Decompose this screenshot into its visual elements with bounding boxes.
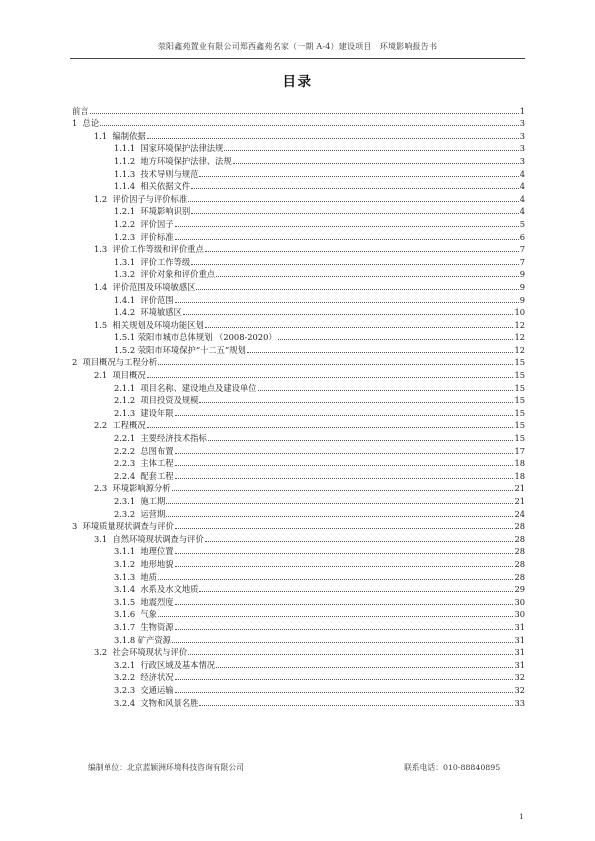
toc-entry-label: 1.1 编制依据 [94, 130, 146, 141]
toc-entry[interactable] [72, 317, 525, 330]
toc-entry-page: 3 [519, 155, 525, 166]
dot-leader [166, 516, 513, 517]
toc-entry-label: 1.1.4 相关依据文件 [114, 181, 191, 192]
toc-entry[interactable] [72, 153, 525, 166]
toc-entry-label: 3.1.7 生物资源 [114, 621, 174, 632]
toc-entry-page: 1 [519, 105, 525, 116]
dot-leader [216, 667, 513, 668]
toc-entry[interactable] [72, 582, 525, 595]
toc-entry[interactable] [72, 191, 525, 204]
toc-entry-page: 12 [514, 344, 525, 355]
toc-entry-label: 2.3 环境影响源分析 [94, 483, 171, 494]
dot-leader [175, 478, 514, 479]
toc-entry-label: 2.2.4 配套工程 [114, 470, 174, 481]
toc-entry[interactable] [72, 204, 525, 217]
header-rule [70, 58, 525, 59]
toc-entry[interactable] [72, 531, 525, 544]
toc-entry-page: 9 [519, 269, 525, 280]
dot-leader [208, 440, 514, 441]
dot-leader [90, 113, 519, 114]
toc-entry-page: 28 [514, 546, 525, 557]
dot-leader [175, 629, 514, 630]
toc-entry-label: 3.1.6 气象 [114, 609, 157, 620]
toc-entry-label: 1.5 相关规划及环境功能区划 [94, 319, 204, 330]
toc-entry-page: 3 [519, 118, 525, 129]
toc-entry-page: 12 [514, 332, 525, 343]
toc-entry-label: 2.2.3 主体工程 [114, 458, 174, 469]
toc-entry-page: 29 [514, 584, 525, 595]
toc-entry-page: 4 [519, 206, 525, 217]
dot-leader [247, 352, 514, 353]
toc-entry[interactable] [72, 443, 525, 456]
dot-leader [175, 692, 514, 693]
toc-entry-label: 2.3.1 施工期 [114, 496, 166, 506]
toc-entry[interactable] [72, 430, 525, 443]
toc-entry-page: 15 [514, 357, 525, 368]
dot-leader [158, 579, 513, 580]
toc-entry[interactable] [72, 632, 525, 645]
toc-entry-page: 15 [514, 395, 525, 406]
toc-entry[interactable] [72, 128, 525, 141]
toc-entry-label: 3.1.2 地形地貌 [114, 558, 174, 569]
toc-entry[interactable] [72, 141, 525, 154]
toc-entry-label: 2.1.1 项目名称、建设地点及建设单位 [114, 382, 257, 393]
toc-entry-page: 31 [514, 647, 525, 658]
toc-entry[interactable] [72, 619, 525, 632]
toc-entry[interactable] [72, 519, 525, 532]
dot-leader [147, 138, 519, 139]
dot-leader [191, 264, 519, 265]
toc-entry-page: 31 [514, 659, 525, 670]
toc-entry[interactable] [72, 468, 525, 481]
toc-entry-label: 1.5.1 荥阳市城市总体规划 （2008-2020） [114, 332, 277, 343]
toc-entry[interactable] [72, 292, 525, 305]
toc-entry-label: 1.1.1 国家环境保护法律法规 [114, 143, 224, 154]
toc-entry-page: 6 [519, 231, 525, 242]
toc-entry[interactable] [72, 342, 525, 355]
toc-entry-page: 32 [514, 672, 525, 683]
toc-entry[interactable] [72, 179, 525, 192]
toc-entry-label: 3.2.3 交通运输 [114, 684, 174, 695]
toc-entry[interactable] [72, 242, 525, 255]
toc-entry-label: 1.2.1 环境影响识别 [114, 206, 191, 217]
toc-entry[interactable] [72, 657, 525, 670]
toc-entry-label: 1.4 评价范围及环境敏感区 [94, 281, 196, 292]
dot-leader [199, 402, 513, 403]
toc-entry[interactable] [72, 380, 525, 393]
toc-entry-label: 3.1 自然环境现状调查与评价 [94, 533, 204, 544]
toc-entry[interactable] [72, 367, 525, 380]
toc-entry[interactable] [72, 481, 525, 494]
dot-leader [175, 679, 514, 680]
toc-entry[interactable] [72, 493, 525, 506]
toc-entry-page: 3 [519, 130, 525, 141]
dot-leader [183, 314, 514, 315]
toc-entry-label: 2.1.2 项目投资及规模 [114, 395, 199, 406]
dot-leader [175, 465, 514, 466]
toc-entry-page: 31 [514, 621, 525, 632]
dot-leader [199, 176, 518, 177]
table-of-contents [72, 103, 525, 708]
toc-entry-page: 5 [519, 218, 525, 229]
toc-entry[interactable] [72, 216, 525, 229]
toc-entry[interactable] [72, 569, 525, 582]
toc-entry-label: 2 项目概况与工程分析 [72, 357, 158, 368]
dot-leader [196, 289, 518, 290]
dot-leader [205, 327, 514, 328]
dot-leader [278, 339, 514, 340]
dot-leader [175, 528, 514, 529]
toc-entry-page: 9 [519, 294, 525, 305]
toc-entry-label: 3.2.1 行政区域及基本情况 [114, 659, 216, 670]
toc-entry[interactable] [72, 544, 525, 557]
toc-entry[interactable] [72, 355, 525, 368]
toc-entry-page: 33 [514, 697, 525, 708]
toc-entry-label: 1.2 评价因子与评价标准 [94, 193, 188, 204]
dot-leader [188, 654, 513, 655]
toc-entry-label: 1.2.2 评价因子 [114, 218, 174, 229]
toc-entry-page: 7 [519, 244, 525, 255]
dot-leader [199, 591, 513, 592]
toc-entry-label: 1.5.2 荥阳市环境保护“十二五”规划 [114, 344, 246, 355]
toc-entry[interactable] [72, 393, 525, 406]
dot-leader [175, 566, 514, 567]
toc-entry-page: 10 [514, 307, 525, 318]
toc-entry-label: 3.1.3 地质 [114, 571, 157, 582]
toc-entry-label: 1 总论 [72, 118, 100, 129]
toc-entry[interactable] [72, 418, 525, 431]
toc-entry-label: 3.1.8 矿产资源 [114, 634, 171, 645]
toc-entry-page: 28 [514, 533, 525, 544]
toc-entry-label: 2.2 工程概况 [94, 420, 146, 431]
dot-leader [191, 213, 519, 214]
toc-entry[interactable] [72, 166, 525, 179]
footer-phone: 联系电话：010-88840895 [404, 763, 501, 772]
toc-entry-page: 9 [519, 281, 525, 292]
toc-entry-page: 4 [519, 181, 525, 192]
dot-leader [199, 705, 513, 706]
toc-entry-label: 3.1.4 水系及水文地质 [114, 584, 199, 595]
toc-entry-page: 15 [514, 407, 525, 418]
toc-entry-page: 3 [519, 143, 525, 154]
dot-leader [158, 616, 513, 617]
toc-entry-label: 前言 [72, 105, 89, 116]
toc-entry[interactable] [72, 330, 525, 343]
toc-entry-page: 24 [514, 508, 525, 519]
toc-entry-label: 2.1 项目概况 [94, 370, 146, 381]
dot-leader [172, 490, 514, 491]
toc-entry-page: 21 [514, 483, 525, 494]
toc-entry[interactable] [72, 305, 525, 318]
toc-entry-page: 28 [514, 558, 525, 569]
toc-entry[interactable] [72, 254, 525, 267]
dot-leader [147, 377, 514, 378]
toc-entry-page: 4 [519, 168, 525, 179]
toc-entry-label: 2.1.3 建设年限 [114, 407, 174, 418]
toc-entry-page: 17 [514, 445, 525, 456]
toc-entry-page: 28 [514, 521, 525, 532]
dot-leader [258, 390, 514, 391]
dot-leader [175, 226, 519, 227]
toc-entry-label: 3.2.4 文物和风景名胜 [114, 697, 199, 708]
dot-leader [233, 163, 519, 164]
toc-entry[interactable] [72, 645, 525, 658]
dot-leader [216, 276, 519, 277]
toc-entry-label: 1.3.2 评价对象和评价重点 [114, 269, 216, 280]
toc-entry-page: 15 [514, 370, 525, 381]
toc-entry-label: 2.2.1 主要经济技术指标 [114, 433, 207, 444]
footer-organization: 编制单位：北京蓝颖洲环境科技咨询有限公司 [88, 763, 244, 772]
dot-leader [166, 503, 513, 504]
toc-entry-page: 12 [514, 319, 525, 330]
dot-leader [175, 239, 519, 240]
toc-entry[interactable] [72, 116, 525, 129]
toc-entry[interactable] [72, 267, 525, 280]
toc-entry-page: 30 [514, 609, 525, 620]
dot-leader [188, 201, 519, 202]
toc-entry-page: 31 [514, 634, 525, 645]
toc-entry-label: 2.3.2 运营期 [114, 508, 166, 519]
toc-entry-label: 1.4.1 评价范围 [114, 294, 174, 305]
toc-entry-page: 15 [514, 420, 525, 431]
toc-entry-page: 28 [514, 571, 525, 582]
dot-leader [175, 453, 514, 454]
dot-leader [175, 553, 514, 554]
toc-entry[interactable] [72, 456, 525, 469]
toc-entry-label: 3.1.1 地理位置 [114, 546, 174, 557]
page-title: 目录 [282, 74, 313, 90]
toc-entry[interactable] [72, 279, 525, 292]
running-header: 荥阳鑫苑置业有限公司郑西鑫苑名家（一期 A-4）建设项目 环境影响报告书 [157, 42, 438, 51]
toc-entry-page: 7 [519, 256, 525, 267]
dot-leader [191, 188, 519, 189]
toc-entry-page: 18 [514, 470, 525, 481]
toc-entry[interactable] [72, 594, 525, 607]
toc-entry-label: 3.2 社会环境现状与评价 [94, 647, 188, 658]
toc-entry-page: 32 [514, 684, 525, 695]
dot-leader [205, 541, 514, 542]
dot-leader [147, 427, 514, 428]
toc-entry-label: 1.1.3 技术导则与规范 [114, 168, 199, 179]
dot-leader [158, 364, 513, 365]
toc-entry[interactable] [72, 695, 525, 708]
dot-leader [205, 251, 519, 252]
toc-entry-page: 4 [519, 193, 525, 204]
toc-entry[interactable] [72, 103, 525, 116]
toc-entry-label: 3.1.5 地震烈度 [114, 596, 174, 607]
toc-entry-label: 1.4.2 环境敏感区 [114, 307, 182, 318]
toc-entry[interactable] [72, 607, 525, 620]
toc-entry-label: 1.3 评价工作等级和评价重点 [94, 244, 204, 255]
dot-leader [100, 125, 519, 126]
dot-leader [175, 604, 514, 605]
dot-leader [175, 302, 519, 303]
toc-entry-label: 3 环境质量现状调查与评价 [72, 521, 174, 532]
toc-entry-page: 18 [514, 458, 525, 469]
toc-entry[interactable] [72, 405, 525, 418]
toc-entry[interactable] [72, 682, 525, 695]
toc-entry[interactable] [72, 229, 525, 242]
toc-entry-label: 1.3.1 评价工作等级 [114, 256, 191, 267]
toc-entry-page: 21 [514, 496, 525, 506]
dot-leader [224, 150, 518, 151]
toc-entry-label: 3.2.2 经济状况 [114, 672, 174, 683]
toc-entry-page: 15 [514, 382, 525, 393]
toc-entry[interactable] [72, 506, 525, 519]
dot-leader [172, 642, 514, 643]
toc-entry-page: 15 [514, 433, 525, 444]
toc-entry[interactable] [72, 670, 525, 683]
toc-entry-label: 2.2.2 总图布置 [114, 445, 174, 456]
toc-entry[interactable] [72, 556, 525, 569]
toc-entry-label: 1.2.3 评价标准 [114, 231, 174, 242]
toc-entry-page: 30 [514, 596, 525, 607]
page-number: 1 [519, 812, 524, 821]
dot-leader [175, 415, 514, 416]
toc-entry-label: 1.1.2 地方环境保护法律、法规 [114, 155, 232, 166]
